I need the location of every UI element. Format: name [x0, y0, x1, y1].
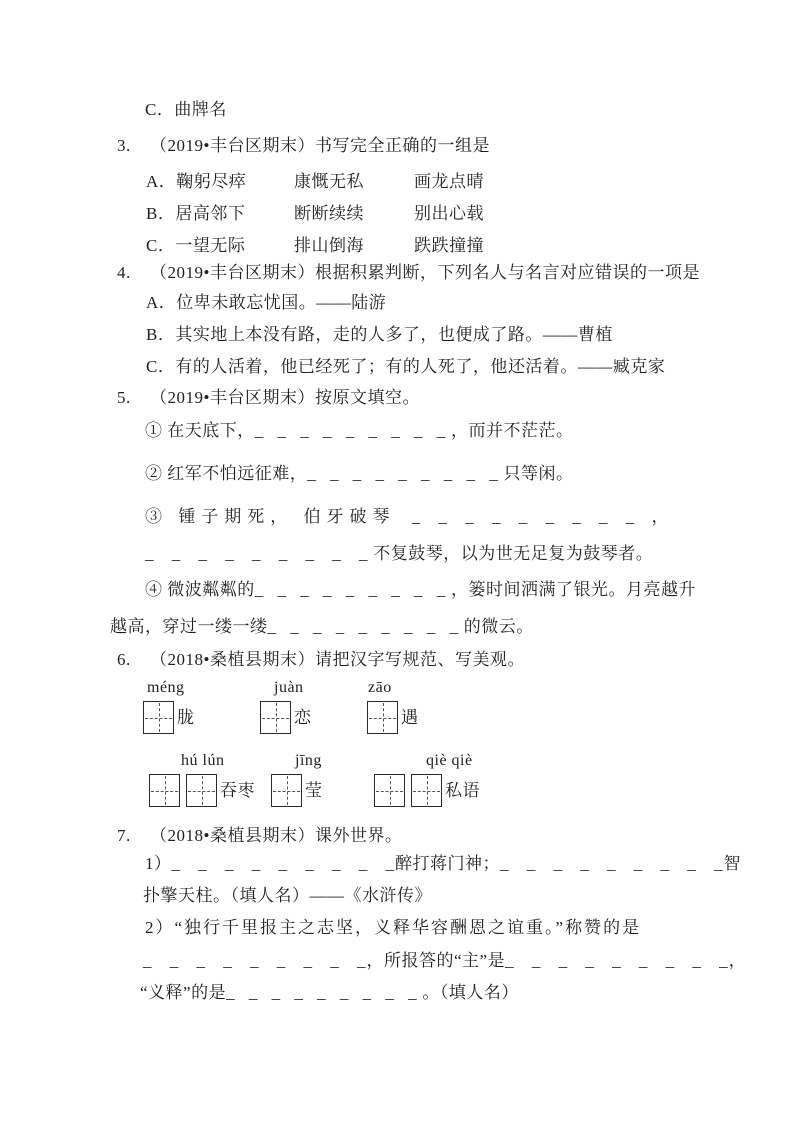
- fill-blank: _ _ _ _ _ _ _ _ _: [505, 951, 729, 970]
- q7-line-2: 扑擎天柱。（填人名）——《水浒传》: [143, 886, 432, 905]
- line-text: ，篓时间洒满了银光。月亮越升: [446, 580, 696, 599]
- line-text: ② 红军不怕远征难，: [145, 464, 308, 483]
- q7-blank-line-1: [145, 852, 741, 875]
- question-source: （2018•桑植县期末）: [150, 826, 315, 845]
- question-source: （2019•丰台区期末）: [150, 136, 315, 155]
- writing-unit-ying: [271, 774, 323, 807]
- pinyin-label-jing: jīng: [295, 752, 322, 769]
- line-text: 1）: [145, 854, 172, 873]
- writing-grid: [374, 774, 405, 807]
- writing-unit-long: [143, 701, 195, 734]
- q5-blank-line-2: [145, 462, 574, 485]
- option-word-1: 一望无际: [175, 236, 246, 255]
- option-text: 位卑未敢忘忧国。——陆游: [176, 293, 387, 312]
- option-word-3: 画龙点晴: [414, 172, 484, 191]
- question-number: 7.: [117, 826, 131, 845]
- writing-unit-siyu: [374, 774, 480, 807]
- option-text: 有的人活着，他已经死了；有的人死了，他还活着。——臧克家: [175, 357, 666, 376]
- writing-unit-yu: [367, 701, 419, 734]
- option-text: 其实地上本没有路，走的人多了，也便成了路。——曹植: [175, 325, 613, 344]
- writing-grid: [186, 774, 217, 807]
- line-text: ，所报答的“主”是: [366, 951, 506, 970]
- q5-blank-line-4: [145, 542, 653, 565]
- option-word-3: 跌跌撞撞: [414, 236, 484, 255]
- fill-blank: _ _ _ _ _ _ _ _ _: [267, 617, 459, 636]
- q7-line-3: 2）“独行千里报主之志坚，义释华容酬恩之谊重。”称赞的是: [145, 918, 642, 937]
- fill-blank: _ _ _ _ _ _ _ _ _: [226, 983, 418, 1002]
- option-word-1: 鞠躬尽瘁: [176, 172, 247, 191]
- writing-grid: [143, 701, 174, 734]
- line-text: “义释”的是: [140, 983, 227, 1002]
- fill-blank: _ _ _ _ _ _ _ _ _: [411, 507, 636, 526]
- pinyin-label-qieqie: qiè qiè: [426, 752, 473, 769]
- unit-suffix: 私语: [445, 781, 480, 800]
- line-text: ，: [728, 951, 747, 970]
- option-word-3: 别出心载: [414, 204, 484, 223]
- line-text: ，而并不茫茫。: [446, 421, 574, 440]
- pinyin-label-juan: juàn: [274, 679, 304, 696]
- question-4-header: [117, 261, 700, 284]
- unit-suffix: 胧: [177, 708, 195, 727]
- line-text: ③ 锺子期死， 伯牙破琴: [145, 507, 396, 526]
- writing-grid: [411, 774, 442, 807]
- question-number: 5.: [117, 388, 131, 407]
- option-word-2: 排山倒海: [294, 236, 364, 255]
- option-label: C．: [146, 236, 176, 255]
- question-stem: 书写完全正确的一组是: [314, 136, 490, 155]
- writing-grid: [367, 701, 398, 734]
- question-stem: 根据积累判断，下列名人与名言对应错误的一项是: [314, 263, 700, 282]
- question-3-header: [117, 134, 490, 157]
- question-number: 4.: [117, 263, 131, 282]
- q4-option-c: [146, 355, 665, 378]
- option-word-2: 康慨无私: [294, 172, 364, 191]
- option-word-2: 断断续续: [294, 204, 364, 223]
- writing-unit-tunzao: [149, 774, 255, 807]
- question-number: 3.: [117, 136, 131, 155]
- option-label: A．: [146, 293, 177, 312]
- question-stem: 请把汉字写规范、写美观。: [314, 650, 525, 669]
- option-word-1: 居高邻下: [175, 204, 246, 223]
- line-text: 的微云。: [459, 617, 534, 636]
- fill-blank: _ _ _ _ _ _ _ _ _: [500, 854, 724, 873]
- pinyin-label-zao: zāo: [368, 679, 392, 696]
- option-label: B．: [146, 325, 176, 344]
- line-text: ，: [651, 507, 669, 526]
- orphan-option-c: [145, 98, 227, 121]
- question-7-header: [117, 824, 402, 847]
- question-number: 6.: [117, 650, 131, 669]
- unit-suffix: 吞枣: [220, 781, 255, 800]
- option-label: B．: [146, 204, 176, 223]
- q3-option-c: [146, 234, 484, 257]
- line-text: ① 在天底下，: [145, 421, 255, 440]
- pinyin-label-hulun: hú lún: [181, 752, 225, 769]
- fill-blank: _ _ _ _ _ _ _ _ _: [254, 421, 447, 440]
- q3-option-b: [146, 202, 484, 225]
- fill-blank: _ _ _ _ _ _ _ _ _: [145, 544, 369, 563]
- fill-blank: _ _ _ _ _ _ _ _ _: [307, 464, 499, 483]
- question-source: （2018•桑植县期末）: [150, 650, 315, 669]
- option-label: A．: [146, 172, 177, 191]
- unit-suffix: 遇: [401, 708, 419, 727]
- option-label: C．: [145, 100, 175, 119]
- option-text: 曲牌名: [174, 100, 227, 119]
- pinyin-label-meng: méng: [147, 679, 185, 696]
- writing-grid: [149, 774, 180, 807]
- q4-option-b: [146, 323, 613, 346]
- writing-grid: [260, 701, 291, 734]
- q5-blank-line-6: [110, 615, 534, 638]
- fill-blank: _ _ _ _ _ _ _ _ _: [254, 580, 447, 599]
- line-text: 醉打蒋门神；: [395, 854, 500, 873]
- q3-option-a: [146, 170, 484, 193]
- question-stem: 按原文填空。: [314, 388, 420, 407]
- line-text: 越高，穿过一缕一缕: [110, 617, 268, 636]
- question-source: （2019•丰台区期末）: [150, 263, 315, 282]
- question-6-header: [117, 648, 525, 671]
- question-source: （2019•丰台区期末）: [150, 388, 315, 407]
- question-5-header: [117, 386, 420, 409]
- fill-blank: _ _ _ _ _ _ _ _ _: [171, 854, 395, 873]
- q4-option-a: [146, 291, 386, 314]
- q7-blank-line-4: [143, 949, 747, 972]
- unit-suffix: 恋: [294, 708, 312, 727]
- q5-blank-line-5: [145, 578, 696, 601]
- writing-grid: [271, 774, 302, 807]
- q5-blank-line-3: [145, 505, 669, 528]
- line-text: 只等闲。: [498, 464, 574, 483]
- q5-blank-line-1: [145, 419, 574, 442]
- unit-suffix: 莹: [305, 781, 323, 800]
- q7-blank-line-5: [140, 981, 519, 1004]
- option-label: C．: [146, 357, 176, 376]
- line-text: 智: [723, 854, 741, 873]
- fill-blank: _ _ _ _ _ _ _ _ _: [143, 951, 367, 970]
- line-text: 不复鼓琴，以为世无足复为鼓琴者。: [368, 544, 654, 563]
- question-stem: 课外世界。: [314, 826, 403, 845]
- line-text: 。（填人名）: [417, 983, 519, 1002]
- writing-unit-lian: [260, 701, 312, 734]
- line-text: ④ 微波粼粼的: [145, 580, 255, 599]
